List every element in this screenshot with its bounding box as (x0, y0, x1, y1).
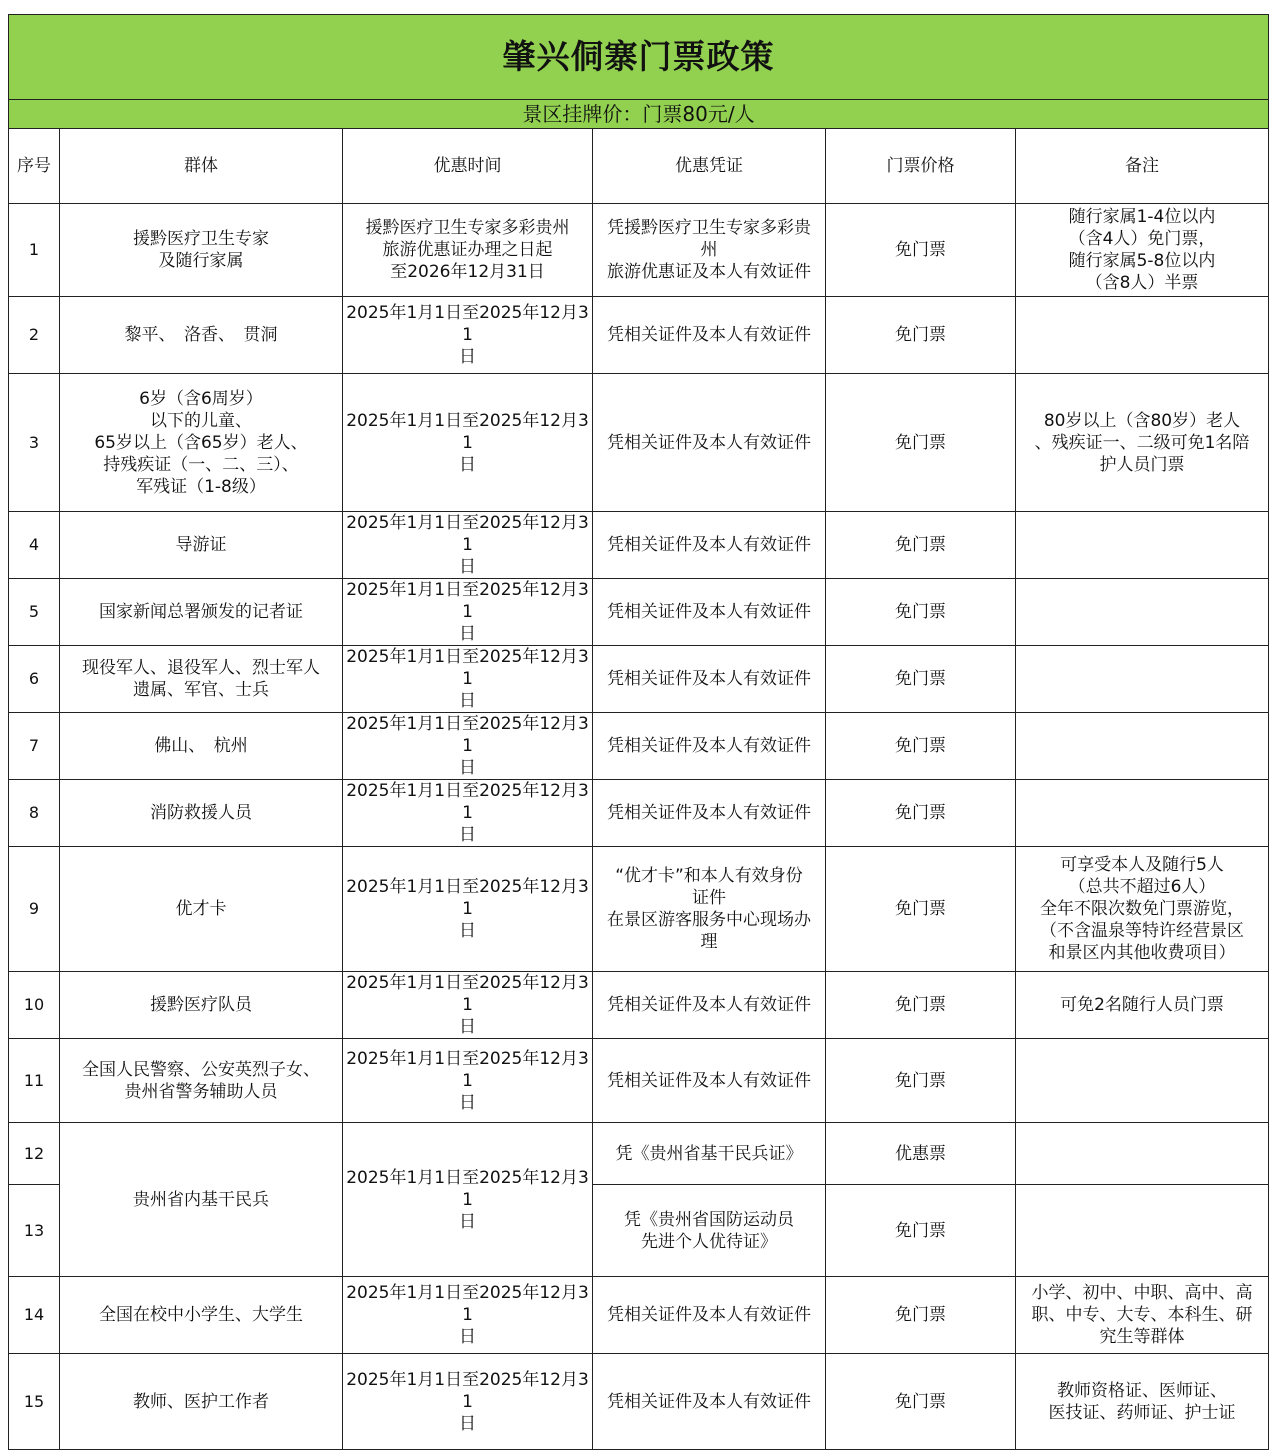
row-note (1016, 1185, 1269, 1277)
row-no: 2 (9, 297, 60, 374)
policy-table (8, 14, 1269, 1450)
row-voucher: 凭相关证件及本人有效证件 (593, 1039, 826, 1123)
row-time: 2025年1月1日至2025年12月31 日 (343, 512, 593, 579)
table-row (9, 646, 1269, 713)
row-group: 优才卡 (60, 847, 343, 972)
policy-sheet (8, 14, 1268, 1450)
row-voucher: 凭相关证件及本人有效证件 (593, 646, 826, 713)
row-time: 2025年1月1日至2025年12月31 日 (343, 713, 593, 780)
row-price: 免门票 (826, 1277, 1016, 1354)
row-price: 免门票 (826, 847, 1016, 972)
row-time: 2025年1月1日至2025年12月31 日 (343, 374, 593, 512)
row-voucher: “优才卡”和本人有效身份 证件 在景区游客服务中心现场办 理 (593, 847, 826, 972)
row-note (1016, 512, 1269, 579)
row-no: 4 (9, 512, 60, 579)
row-no: 14 (9, 1277, 60, 1354)
row-price: 免门票 (826, 297, 1016, 374)
row-note: 可免2名随行人员门票 (1016, 972, 1269, 1039)
row-voucher: 凭援黔医疗卫生专家多彩贵 州 旅游优惠证及本人有效证件 (593, 204, 826, 297)
row-price: 免门票 (826, 1185, 1016, 1277)
header-price: 门票价格 (826, 129, 1016, 204)
table-row (9, 780, 1269, 847)
row-time: 2025年1月1日至2025年12月31 日 (343, 847, 593, 972)
row-time: 援黔医疗卫生专家多彩贵州 旅游优惠证办理之日起 至2026年12月31日 (343, 204, 593, 297)
row-note (1016, 297, 1269, 374)
row-no: 11 (9, 1039, 60, 1123)
row-time: 2025年1月1日至2025年12月31 日 (343, 780, 593, 847)
table-row (9, 847, 1269, 972)
row-no: 12 (9, 1123, 60, 1185)
row-no: 3 (9, 374, 60, 512)
table-row (9, 1277, 1269, 1354)
row-time: 2025年1月1日至2025年12月31 日 (343, 297, 593, 374)
row-group: 援黔医疗队员 (60, 972, 343, 1039)
row-note (1016, 780, 1269, 847)
row-no: 10 (9, 972, 60, 1039)
table-row (9, 713, 1269, 780)
row-note (1016, 1123, 1269, 1185)
row-voucher: 凭相关证件及本人有效证件 (593, 579, 826, 646)
row-group: 黎平、 洛香、 贯洞 (60, 297, 343, 374)
row-time: 2025年1月1日至2025年12月31 日 (343, 579, 593, 646)
row-group: 教师、医护工作者 (60, 1354, 343, 1450)
row-voucher: 凭相关证件及本人有效证件 (593, 713, 826, 780)
row-group: 佛山、 杭州 (60, 713, 343, 780)
header-no: 序号 (9, 129, 60, 204)
table-row (9, 972, 1269, 1039)
row-note: 小学、初中、中职、高中、高 职、中专、大专、本科生、研 究生等群体 (1016, 1277, 1269, 1354)
row-group: 援黔医疗卫生专家 及随行家属 (60, 204, 343, 297)
row-price: 免门票 (826, 646, 1016, 713)
row-voucher: 凭相关证件及本人有效证件 (593, 780, 826, 847)
row-time: 2025年1月1日至2025年12月31 日 (343, 1354, 593, 1450)
row-note (1016, 713, 1269, 780)
row-note: 80岁以上（含80岁）老人 、残疾证一、二级可免1名陪 护人员门票 (1016, 374, 1269, 512)
row-price: 优惠票 (826, 1123, 1016, 1185)
row-group: 6岁（含6周岁） 以下的儿童、 65岁以上（含65岁）老人、 持残疾证（一、二、三）、 军残证（1-8级） (60, 374, 343, 512)
row-voucher: 凭相关证件及本人有效证件 (593, 1277, 826, 1354)
row-group: 全国人民警察、公安英烈子女、 贵州省警务辅助人员 (60, 1039, 343, 1123)
row-time: 2025年1月1日至2025年12月31 日 (343, 1039, 593, 1123)
row-no: 15 (9, 1354, 60, 1450)
row-note (1016, 579, 1269, 646)
table-row (9, 1039, 1269, 1123)
row-group: 国家新闻总署颁发的记者证 (60, 579, 343, 646)
table-row (9, 579, 1269, 646)
row-voucher: 凭相关证件及本人有效证件 (593, 374, 826, 512)
header-group: 群体 (60, 129, 343, 204)
row-group: 贵州省内基干民兵 (60, 1123, 343, 1277)
table-row (9, 1123, 1269, 1185)
row-no: 9 (9, 847, 60, 972)
table-row (9, 297, 1269, 374)
header-time: 优惠时间 (343, 129, 593, 204)
row-time: 2025年1月1日至2025年12月31 日 (343, 972, 593, 1039)
row-price: 免门票 (826, 1039, 1016, 1123)
row-price: 免门票 (826, 204, 1016, 297)
row-no: 5 (9, 579, 60, 646)
row-note (1016, 646, 1269, 713)
row-no: 8 (9, 780, 60, 847)
page-title: 肇兴侗寨门票政策 (9, 15, 1269, 100)
row-price: 免门票 (826, 512, 1016, 579)
row-group: 消防救援人员 (60, 780, 343, 847)
row-voucher: 凭相关证件及本人有效证件 (593, 512, 826, 579)
row-no: 13 (9, 1185, 60, 1277)
row-voucher: 凭相关证件及本人有效证件 (593, 1354, 826, 1450)
header-note: 备注 (1016, 129, 1269, 204)
row-note (1016, 1039, 1269, 1123)
header-row (9, 129, 1269, 204)
table-row (9, 204, 1269, 297)
row-price: 免门票 (826, 780, 1016, 847)
row-voucher: 凭相关证件及本人有效证件 (593, 297, 826, 374)
row-price: 免门票 (826, 579, 1016, 646)
row-no: 7 (9, 713, 60, 780)
row-price: 免门票 (826, 713, 1016, 780)
table-row (9, 1354, 1269, 1450)
table-row (9, 374, 1269, 512)
row-no: 6 (9, 646, 60, 713)
row-price: 免门票 (826, 1354, 1016, 1450)
row-time: 2025年1月1日至2025年12月31 日 (343, 646, 593, 713)
row-time: 2025年1月1日至2025年12月31 日 (343, 1123, 593, 1277)
header-voucher: 优惠凭证 (593, 129, 826, 204)
table-row (9, 512, 1269, 579)
row-voucher: 凭相关证件及本人有效证件 (593, 972, 826, 1039)
row-no: 1 (9, 204, 60, 297)
row-group: 全国在校中小学生、大学生 (60, 1277, 343, 1354)
row-note: 可享受本人及随行5人 （总共不超过6人） 全年不限次数免门票游览， （不含温泉等特许经营景区 和景区内其他收费项目） (1016, 847, 1269, 972)
row-note: 随行家属1-4位以内 （含4人）免门票， 随行家属5-8位以内 （含8人）半票 (1016, 204, 1269, 297)
row-voucher: 凭《贵州省国防运动员 先进个人优待证》 (593, 1185, 826, 1277)
row-voucher: 凭《贵州省基干民兵证》 (593, 1123, 826, 1185)
row-price: 免门票 (826, 972, 1016, 1039)
list-price: 景区挂牌价：门票80元/人 (9, 100, 1269, 129)
row-note: 教师资格证、医师证、 医技证、药师证、护士证 (1016, 1354, 1269, 1450)
row-price: 免门票 (826, 374, 1016, 512)
row-time: 2025年1月1日至2025年12月31 日 (343, 1277, 593, 1354)
row-group: 导游证 (60, 512, 343, 579)
row-group: 现役军人、退役军人、烈士军人 遗属、军官、士兵 (60, 646, 343, 713)
